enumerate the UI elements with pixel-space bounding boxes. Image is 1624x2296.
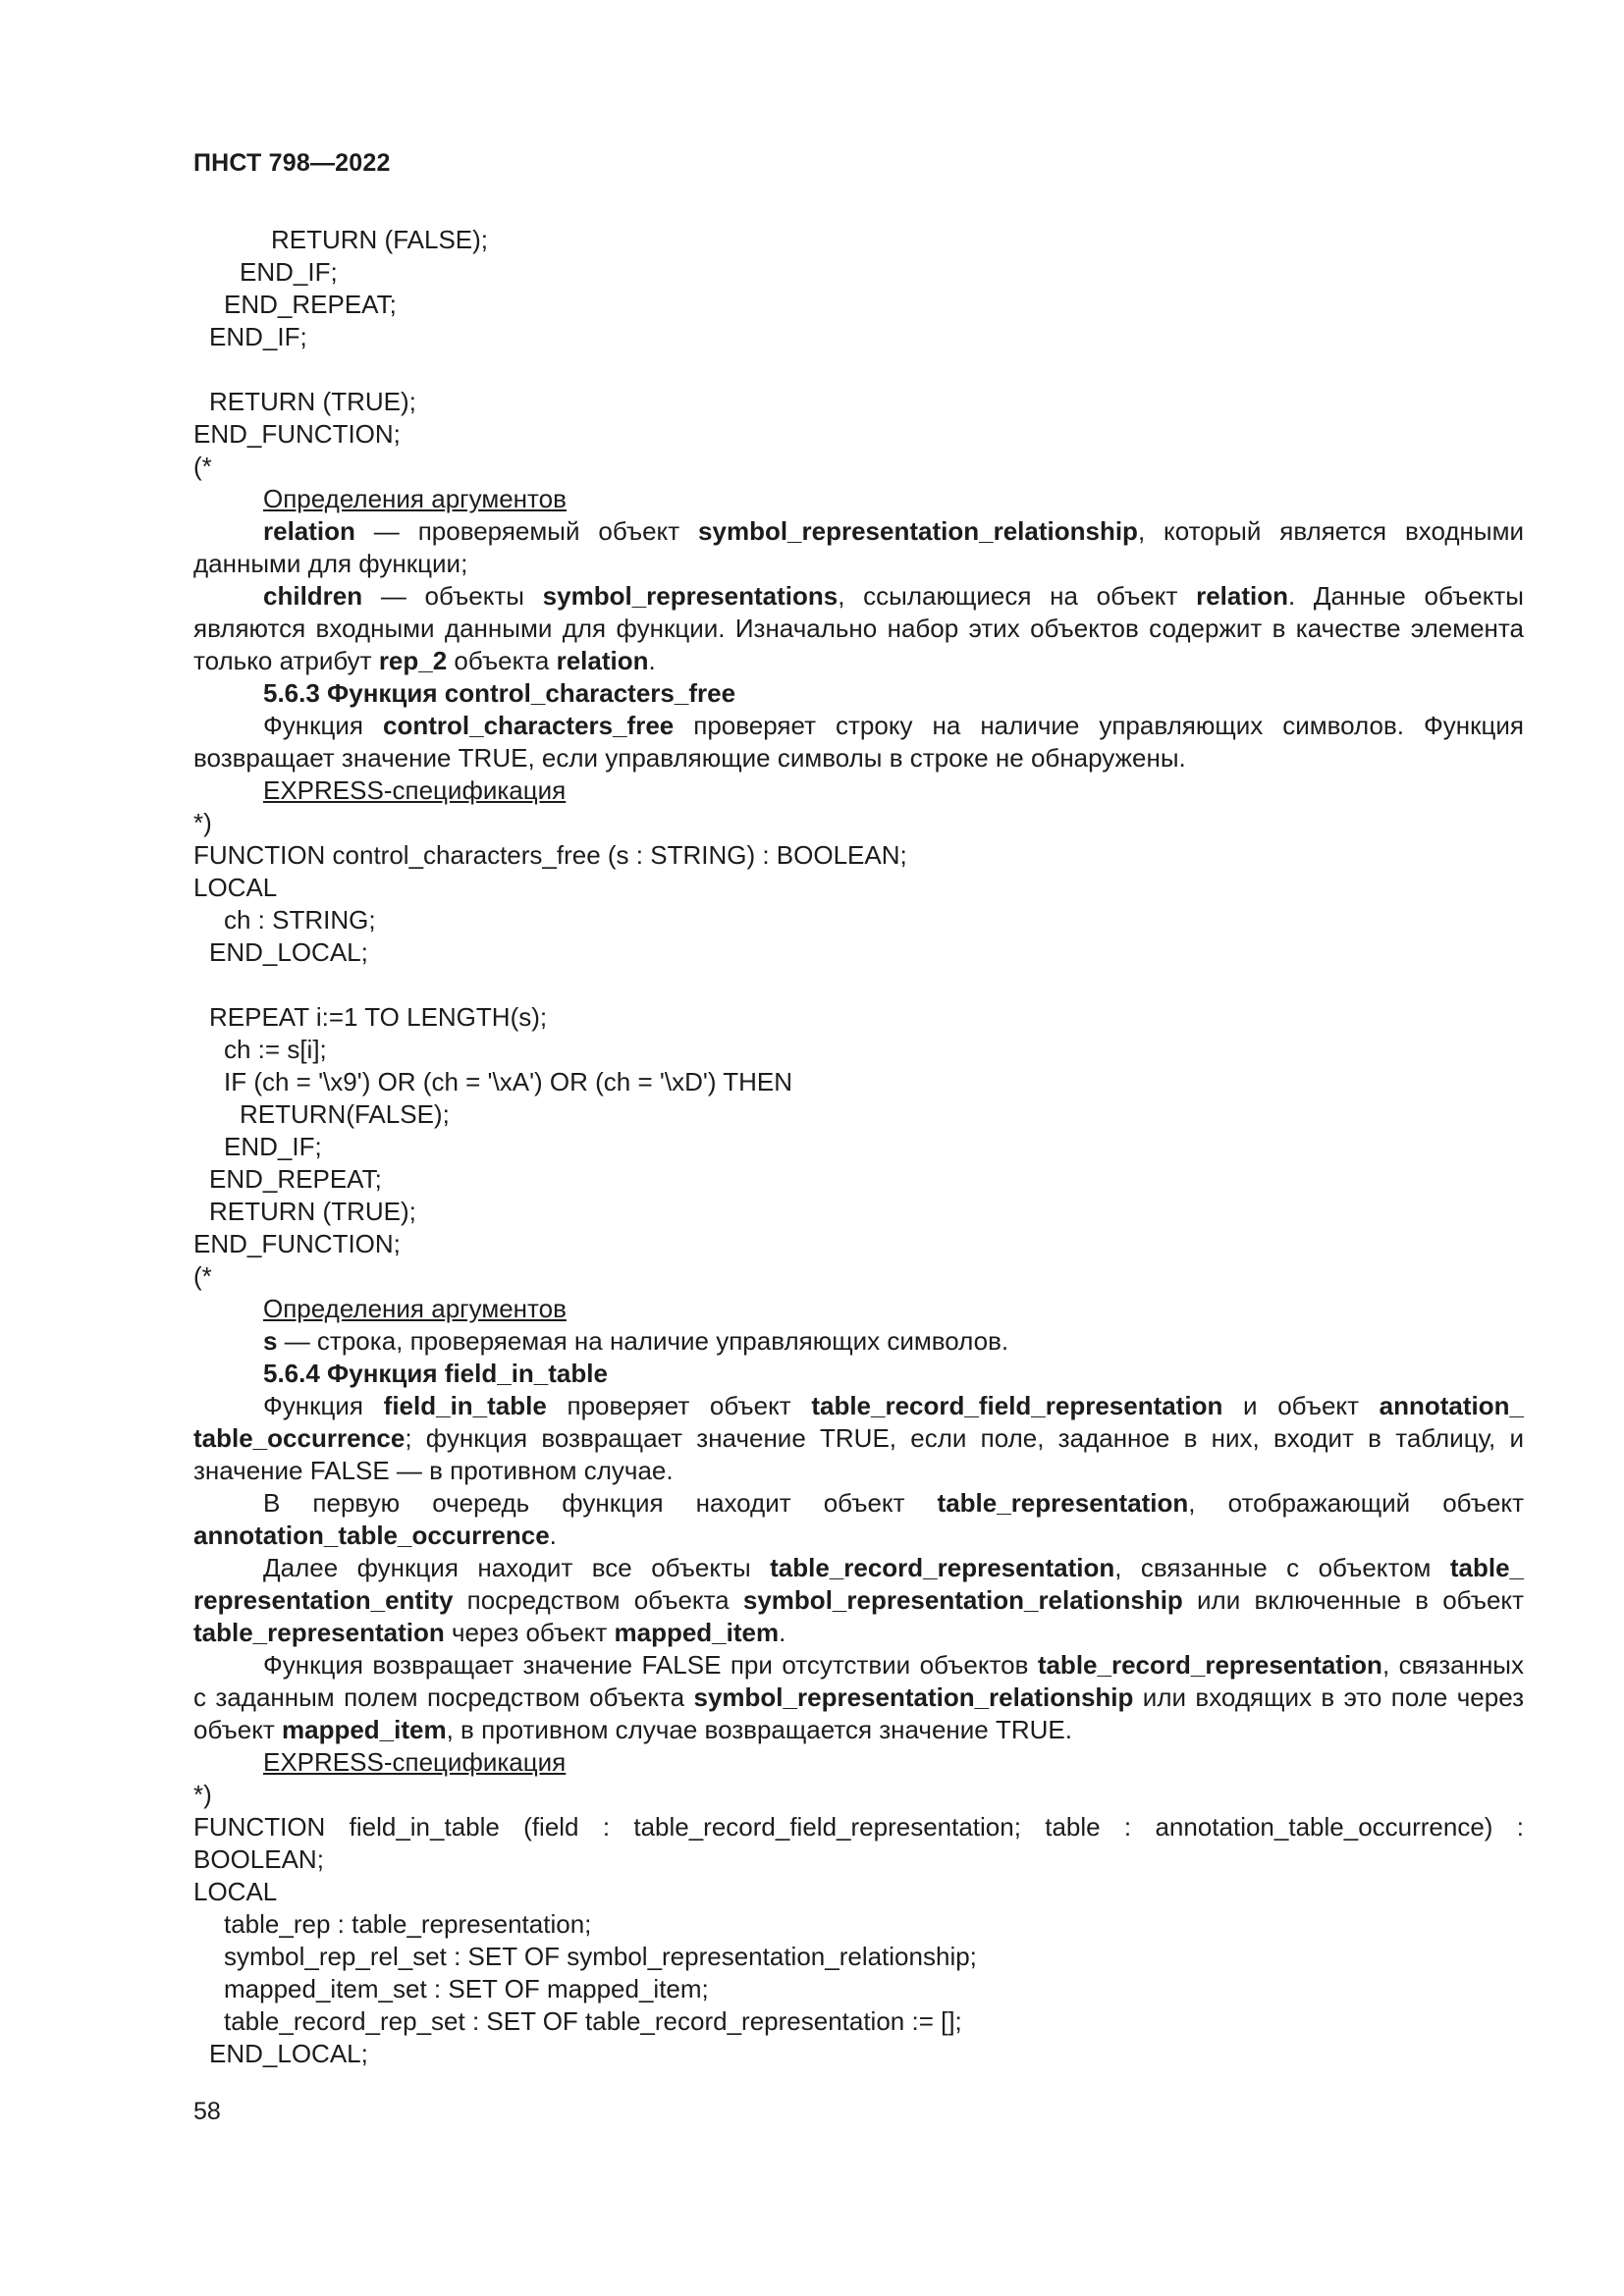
code-line: END_REPEAT; [224, 290, 397, 319]
express-spec-heading: EXPRESS-спецификация [263, 1747, 567, 1777]
code-line: symbol_rep_rel_set : SET OF symbol_representation_relationship; [224, 1942, 977, 1971]
code-line: FUNCTION control_characters_free (s : STRING) : BOOLEAN; [193, 840, 907, 870]
paragraph-s: s — строка, проверяемая на наличие управляющих символов. [263, 1326, 1009, 1356]
code-line: END_FUNCTION; [193, 1229, 401, 1258]
document-body [193, 224, 1524, 2070]
section-title-5-6-3: 5.6.3 Функция control_characters_free [263, 678, 736, 708]
code-line: (* [193, 452, 212, 481]
arguments-heading: Определения аргументов [263, 1294, 567, 1323]
blank-line [193, 969, 1524, 1001]
code-line: RETURN (TRUE); [209, 387, 416, 416]
paragraph: В первую очередь функция находит объект table_representation, отображающий объект annotation_table_occurrence. [193, 1488, 1524, 1550]
paragraph: Далее функция находит все объекты table_record_representation, связанные с объектом table_ representation_entity посредством объекта symbol_representation_relationship или включенные в объект table_representation через объект mapped_item. [193, 1553, 1524, 1647]
express-spec-heading: EXPRESS-спецификация [263, 775, 567, 805]
blank-line [193, 353, 1524, 386]
section-title-5-6-4: 5.6.4 Функция field_in_table [263, 1359, 608, 1388]
code-line: (* [193, 1261, 212, 1291]
code-line: mapped_item_set : SET OF mapped_item; [224, 1974, 709, 2003]
code-line: *) [193, 808, 212, 837]
paragraph-relation: relation — проверяемый объект symbol_representation_relationship, который является входными данными для функции; [193, 516, 1524, 578]
code-line: REPEAT i:=1 TO LENGTH(s); [209, 1002, 548, 1032]
code-line: END_LOCAL; [209, 2039, 368, 2068]
code-line: *) [193, 1780, 212, 1809]
code-line: END_REPEAT; [209, 1164, 382, 1194]
code-line: END_IF; [240, 257, 338, 287]
document-header: ПНСТ 798—2022 [193, 149, 391, 177]
paragraph: Функция field_in_table проверяет объект table_record_field_representation и объект annotation_ table_occurrence; функция возвращает значение TRUE, если поле, заданное в них, входит в таблицу, и значение FALSE — в противном случае. [193, 1391, 1525, 1485]
page-number: 58 [193, 2098, 221, 2125]
code-line: END_IF; [224, 1132, 322, 1161]
code-line: RETURN (TRUE); [209, 1197, 416, 1226]
code-line: ch := s[i]; [224, 1035, 327, 1064]
code-line: ch : STRING; [224, 905, 376, 934]
paragraph: Функция возвращает значение FALSE при отсутствии объектов table_record_representation, связанных с заданным полем посредством объекта symbol_representation_relationship или входящих в это поле через объект mapped_item, в противном случае возвращается значение TRUE. [193, 1650, 1525, 1744]
code-line: END_IF; [209, 322, 307, 351]
paragraph-children: children — объекты symbol_representations, ссылающиеся на объект relation. Данные объекты являются входными данными для функции. Изначально набор этих объектов содержит в качестве элемента только атрибут rep_2 объекта relation. [193, 581, 1524, 675]
code-line: IF (ch = '\x9') OR (ch = '\xA') OR (ch = '\xD') THEN [224, 1067, 793, 1096]
code-line: FUNCTION field_in_table (field : table_record_field_representation; table : annotation_table_occurrence) : BOOLEAN; [193, 1812, 1524, 1874]
arguments-heading: Определения аргументов [263, 484, 567, 513]
code-line: table_record_rep_set : SET OF table_record_representation := []; [224, 2006, 962, 2036]
code-line: END_FUNCTION; [193, 419, 401, 449]
code-line: LOCAL [193, 1877, 278, 1906]
code-line: RETURN (FALSE); [271, 225, 489, 254]
paragraph: Функция control_characters_free проверяет строку на наличие управляющих символов. Функция возвращает значение TRUE, если управляющие символы в строке не обнаружены. [193, 711, 1524, 773]
code-line: RETURN(FALSE); [240, 1099, 450, 1129]
code-line: LOCAL [193, 873, 278, 902]
code-line: END_LOCAL; [209, 937, 368, 967]
code-line: table_rep : table_representation; [224, 1909, 592, 1939]
